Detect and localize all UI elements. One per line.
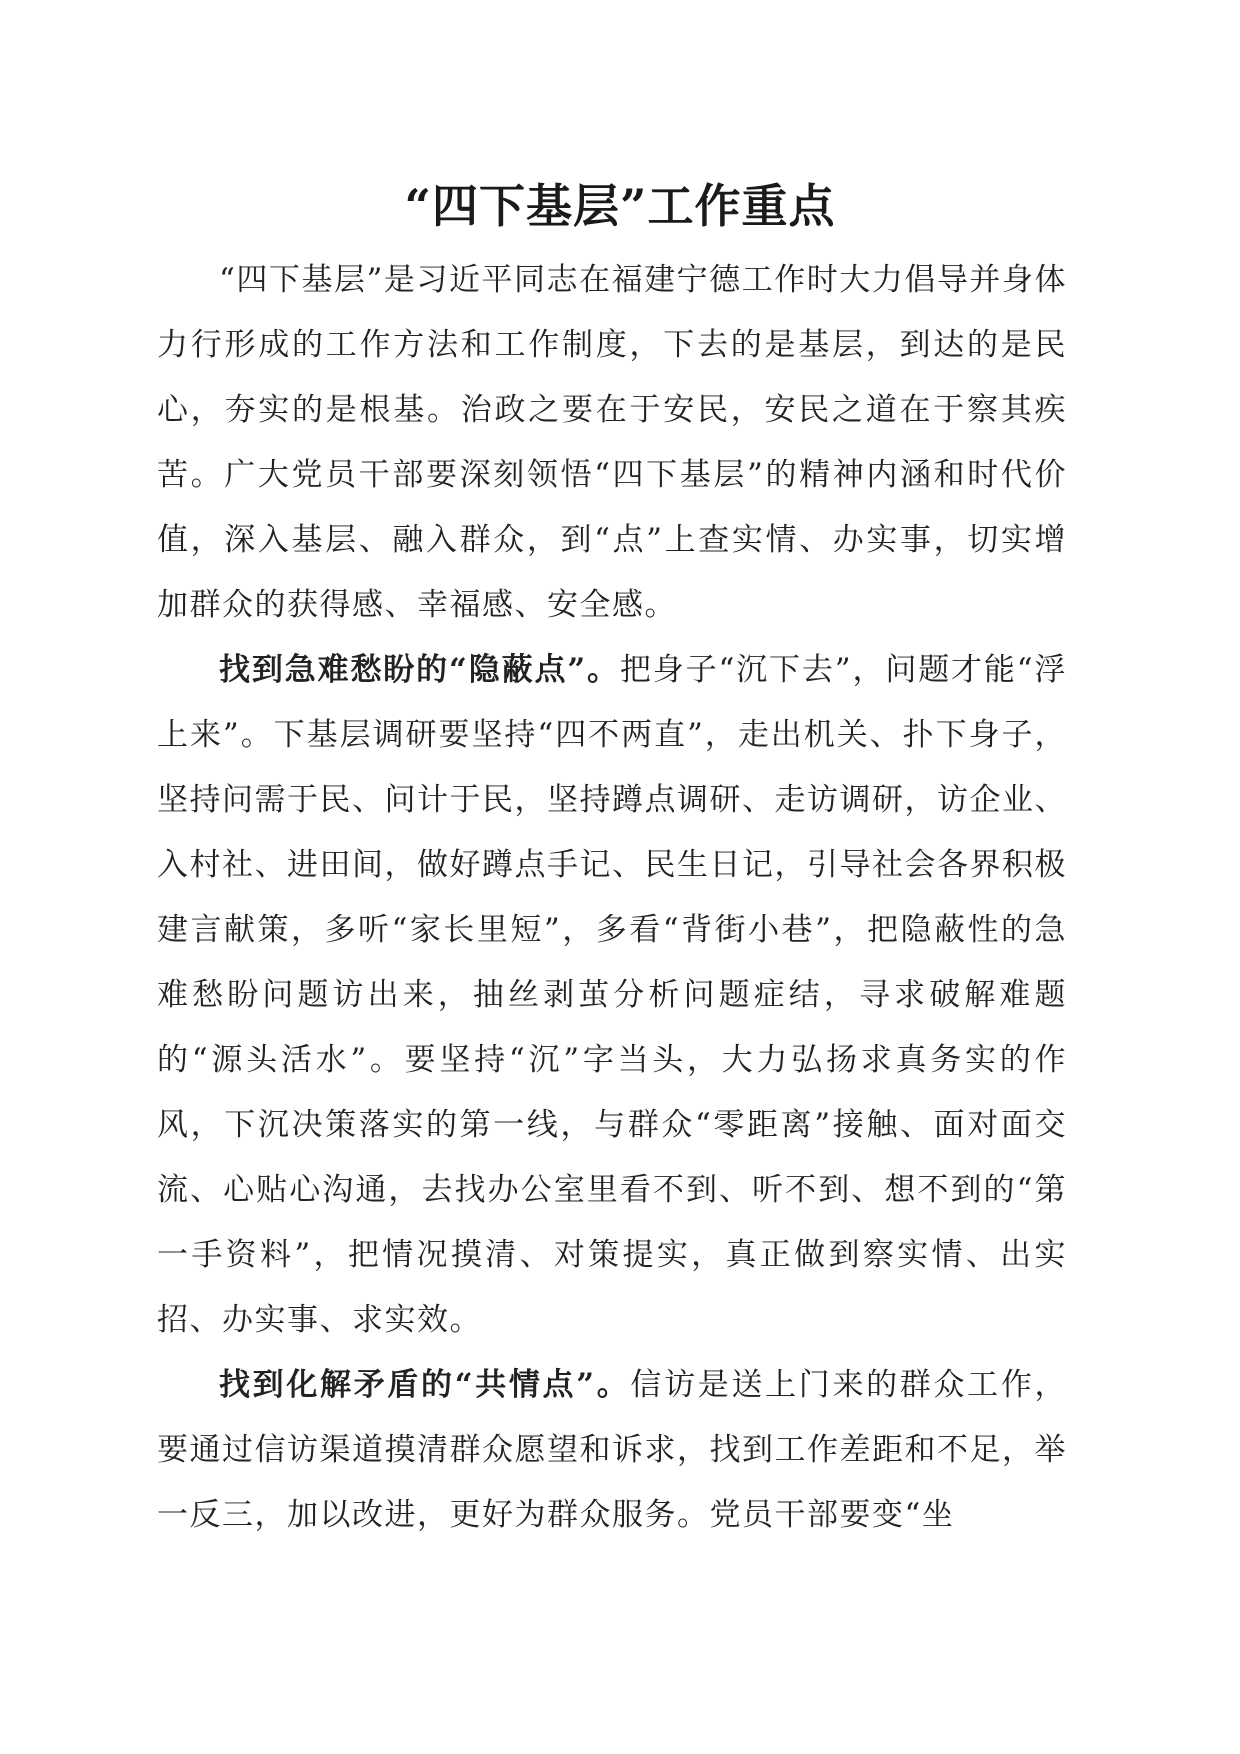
paragraph-text: 信访是送上门来的群众工作，要通过信访渠道摸清群众愿望和诉求，找到工作差距和不足，举一反三，加以改进，更好为群众服务。党员干部要变“坐 xyxy=(157,1367,1067,1533)
paragraph-lead: 找到急难愁盼的“隐蔽点”。 xyxy=(219,652,620,688)
paragraph-intro xyxy=(157,248,1067,638)
paragraph-hidden-point xyxy=(157,638,1067,1353)
document-body xyxy=(157,248,1067,1548)
paragraph-text: “四下基层”是习近平同志在福建宁德工作时大力倡导并身体力行形成的工作方法和工作制度，下去的是基层，到达的是民心，夯实的是根基。治政之要在于安民，安民之道在于察其疾苦。广大党员干部要深刻领悟“四下基层”的精神内涵和时代价值，深入基层、融入群众，到“点”上查实情、办实事，切实增加群众的获得感、幸福感、安全感。 xyxy=(157,262,1067,623)
document-title: “四下基层”工作重点 xyxy=(404,179,836,233)
paragraph-text: 把身子“沉下去”，问题才能“浮上来”。下基层调研要坚持“四不两直”，走出机关、扑下身子，坚持问需于民、问计于民，坚持蹲点调研、走访调研，访企业、入村社、进田间，做好蹲点手记、民生日记，引导社会各界积极建言献策，多听“家长里短”，多看“背街小巷”，把隐蔽性的急难愁盼问题访出来，抽丝剥茧分析问题症结，寻求破解难题的“源头活水”。要坚持“沉”字当头，大力弘扬求真务实的作风，下沉决策落实的第一线，与群众“零距离”接触、面对面交流、心贴心沟通，去找办公室里看不到、听不到、想不到的“第一手资料”，把情况摸清、对策提实，真正做到察实情、出实招、办实事、求实效。 xyxy=(157,652,1067,1338)
paragraph-lead: 找到化解矛盾的“共情点”。 xyxy=(219,1367,631,1403)
paragraph-empathy-point xyxy=(157,1353,1067,1548)
